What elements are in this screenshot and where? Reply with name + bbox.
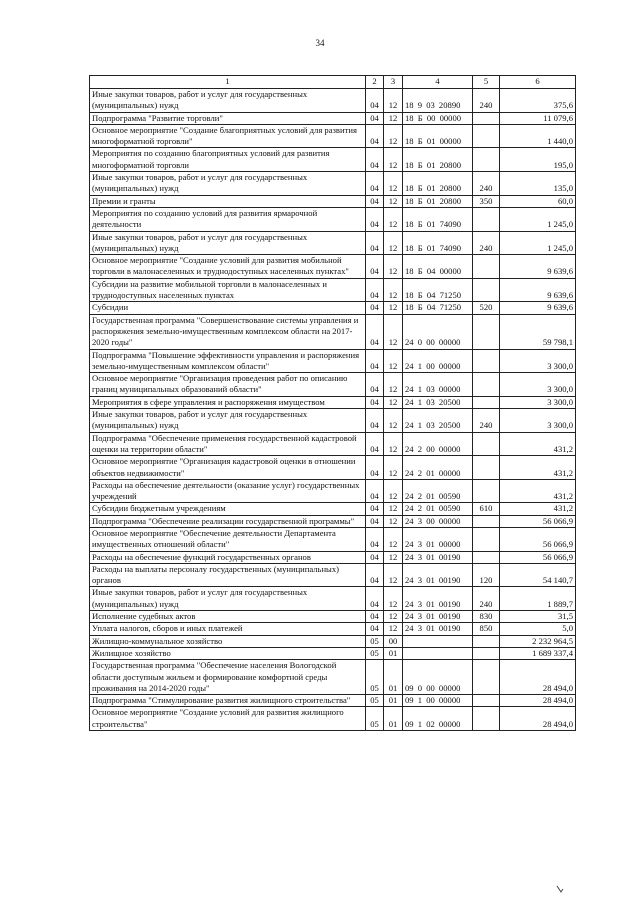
row-amount-cell: 31,5 [500, 611, 576, 623]
row-type-cell [473, 456, 500, 480]
row-subsection-cell: 12 [384, 479, 403, 503]
table-row [90, 563, 576, 587]
column-header: 6 [500, 76, 576, 89]
row-section-cell: 04 [366, 479, 384, 503]
row-amount-cell: 195,0 [500, 148, 576, 172]
row-code-cell: 09 0 00 00000 [403, 660, 473, 695]
row-name-cell: Подпрограмма "Повышение эффективности управления и распоряжения земельно-имущественным комплексом области" [90, 349, 366, 373]
row-amount-cell: 11 079,6 [500, 112, 576, 124]
row-name-cell: Государственная программа "Совершенствование системы управления и распоряжения земельно-имущественным комплексом области на 2017-2020 годы" [90, 314, 366, 349]
row-section-cell: 04 [366, 527, 384, 551]
row-name-cell: Иные закупки товаров, работ и услуг для государственных (муниципальных) нужд [90, 587, 366, 611]
row-subsection-cell: 12 [384, 515, 403, 527]
row-name-cell: Подпрограмма "Обеспечение реализации государственной программы" [90, 515, 366, 527]
row-amount-cell: 1 440,0 [500, 124, 576, 148]
row-name-cell: Подпрограмма "Обеспечение применения государственной кадастровой оценки на территории области" [90, 432, 366, 456]
row-name-cell: Иные закупки товаров, работ и услуг для государственных (муниципальных) нужд [90, 409, 366, 433]
row-section-cell: 04 [366, 314, 384, 349]
table-row [90, 148, 576, 172]
row-section-cell: 05 [366, 635, 384, 647]
table-row [90, 207, 576, 231]
row-section-cell: 04 [366, 172, 384, 196]
row-amount-cell: 28 494,0 [500, 707, 576, 731]
table-row [90, 647, 576, 659]
row-code-cell: 24 1 03 20500 [403, 409, 473, 433]
row-type-cell [473, 479, 500, 503]
row-subsection-cell: 12 [384, 124, 403, 148]
row-amount-cell: 431,2 [500, 432, 576, 456]
row-subsection-cell: 12 [384, 302, 403, 314]
row-type-cell: 240 [473, 231, 500, 255]
row-code-cell: 24 2 01 00000 [403, 456, 473, 480]
row-code-cell: 18 Б 04 71250 [403, 278, 473, 302]
row-type-cell: 830 [473, 611, 500, 623]
row-type-cell [473, 207, 500, 231]
row-amount-cell: 3 300,0 [500, 349, 576, 373]
row-subsection-cell: 12 [384, 373, 403, 397]
row-subsection-cell: 12 [384, 112, 403, 124]
row-section-cell: 04 [366, 278, 384, 302]
row-subsection-cell: 12 [384, 456, 403, 480]
table-row [90, 124, 576, 148]
row-code-cell: 24 3 01 00190 [403, 551, 473, 563]
row-name-cell: Основное мероприятие "Организация кадастровой оценки в отношении объектов недвижимости" [90, 456, 366, 480]
table-row [90, 314, 576, 349]
row-name-cell: Субсидии на развитие мобильной торговли в малонаселенных и труднодоступных населенных пунктах [90, 278, 366, 302]
row-section-cell: 04 [366, 89, 384, 113]
row-type-cell [473, 314, 500, 349]
column-header: 3 [384, 76, 403, 89]
row-type-cell [473, 515, 500, 527]
row-type-cell [473, 278, 500, 302]
row-section-cell: 04 [366, 563, 384, 587]
row-type-cell: 240 [473, 172, 500, 196]
column-header: 4 [403, 76, 473, 89]
page-number: 34 [315, 38, 325, 48]
row-code-cell: 24 3 00 00000 [403, 515, 473, 527]
row-type-cell [473, 373, 500, 397]
row-amount-cell: 56 066,9 [500, 551, 576, 563]
table-row [90, 587, 576, 611]
row-name-cell: Расходы на выплаты персоналу государственных (муниципальных) органов [90, 563, 366, 587]
row-name-cell: Расходы на обеспечение деятельности (оказание услуг) государственных учреждений [90, 479, 366, 503]
row-type-cell [473, 551, 500, 563]
row-code-cell: 24 1 03 20500 [403, 396, 473, 408]
row-amount-cell: 431,2 [500, 479, 576, 503]
row-subsection-cell: 01 [384, 695, 403, 707]
table-row [90, 611, 576, 623]
table-row [90, 660, 576, 695]
row-name-cell: Подпрограмма "Развитие торговли" [90, 112, 366, 124]
row-amount-cell: 3 300,0 [500, 373, 576, 397]
row-section-cell: 05 [366, 647, 384, 659]
row-type-cell: 120 [473, 563, 500, 587]
row-section-cell: 04 [366, 148, 384, 172]
row-name-cell: Субсидии бюджетным учреждениям [90, 503, 366, 515]
table-row [90, 409, 576, 433]
table-row [90, 89, 576, 113]
row-subsection-cell: 12 [384, 432, 403, 456]
column-header: 1 [90, 76, 366, 89]
table-row [90, 255, 576, 279]
row-section-cell: 04 [366, 409, 384, 433]
row-name-cell: Основное мероприятие "Организация проведения работ по описанию границ муниципальных образований области" [90, 373, 366, 397]
table-row [90, 432, 576, 456]
row-amount-cell: 9 639,6 [500, 278, 576, 302]
row-amount-cell: 56 066,9 [500, 515, 576, 527]
row-code-cell: 24 3 01 00190 [403, 611, 473, 623]
row-code-cell: 18 9 03 20890 [403, 89, 473, 113]
row-type-cell: 240 [473, 587, 500, 611]
row-amount-cell: 1 245,0 [500, 231, 576, 255]
row-code-cell: 18 Б 04 00000 [403, 255, 473, 279]
row-subsection-cell: 01 [384, 707, 403, 731]
row-type-cell [473, 396, 500, 408]
row-name-cell: Жилищно-коммунальное хозяйство [90, 635, 366, 647]
row-amount-cell: 2 232 964,5 [500, 635, 576, 647]
row-amount-cell: 431,2 [500, 456, 576, 480]
row-amount-cell: 9 639,6 [500, 255, 576, 279]
column-header: 5 [473, 76, 500, 89]
table-row [90, 707, 576, 731]
row-code-cell: 24 3 01 00190 [403, 563, 473, 587]
row-code-cell: 18 Б 01 20800 [403, 172, 473, 196]
row-code-cell: 18 Б 01 74090 [403, 207, 473, 231]
row-code-cell: 24 3 01 00190 [403, 623, 473, 635]
row-code-cell: 24 2 01 00590 [403, 479, 473, 503]
row-section-cell: 04 [366, 112, 384, 124]
row-amount-cell: 54 140,7 [500, 563, 576, 587]
row-code-cell: 24 1 03 00000 [403, 373, 473, 397]
row-amount-cell: 59 798,1 [500, 314, 576, 349]
row-type-cell: 240 [473, 89, 500, 113]
row-name-cell: Мероприятия в сфере управления и распоряжения имуществом [90, 396, 366, 408]
row-subsection-cell: 12 [384, 207, 403, 231]
row-amount-cell: 1 245,0 [500, 207, 576, 231]
table-body [90, 89, 576, 731]
row-name-cell: Подпрограмма "Стимулирование развития жилищного строительства" [90, 695, 366, 707]
row-subsection-cell: 12 [384, 195, 403, 207]
column-header: 2 [366, 76, 384, 89]
row-amount-cell: 3 300,0 [500, 396, 576, 408]
row-subsection-cell: 12 [384, 611, 403, 623]
row-subsection-cell: 12 [384, 278, 403, 302]
row-name-cell: Жилищное хозяйство [90, 647, 366, 659]
row-code-cell: 24 2 00 00000 [403, 432, 473, 456]
table-row [90, 479, 576, 503]
row-type-cell: 850 [473, 623, 500, 635]
row-section-cell: 04 [366, 255, 384, 279]
row-subsection-cell: 12 [384, 148, 403, 172]
row-code-cell: 09 1 02 00000 [403, 707, 473, 731]
row-amount-cell: 3 300,0 [500, 409, 576, 433]
row-section-cell: 04 [366, 623, 384, 635]
table-row [90, 503, 576, 515]
row-section-cell: 04 [366, 611, 384, 623]
row-code-cell [403, 635, 473, 647]
row-amount-cell: 60,0 [500, 195, 576, 207]
row-name-cell: Иные закупки товаров, работ и услуг для государственных (муниципальных) нужд [90, 172, 366, 196]
row-subsection-cell: 12 [384, 231, 403, 255]
row-code-cell: 18 Б 01 20800 [403, 195, 473, 207]
row-type-cell [473, 148, 500, 172]
row-type-cell: 610 [473, 503, 500, 515]
row-name-cell: Расходы на обеспечение функций государственных органов [90, 551, 366, 563]
table-row [90, 623, 576, 635]
row-subsection-cell: 12 [384, 255, 403, 279]
row-section-cell: 04 [366, 503, 384, 515]
row-subsection-cell: 12 [384, 587, 403, 611]
row-type-cell [473, 255, 500, 279]
row-section-cell: 04 [366, 587, 384, 611]
row-code-cell: 18 Б 00 00000 [403, 112, 473, 124]
row-amount-cell: 56 066,9 [500, 527, 576, 551]
row-subsection-cell: 12 [384, 563, 403, 587]
table-row [90, 231, 576, 255]
row-subsection-cell: 12 [384, 551, 403, 563]
row-name-cell: Иные закупки товаров, работ и услуг для государственных (муниципальных) нужд [90, 89, 366, 113]
row-name-cell: Основное мероприятие "Создание условий для развития жилищного строительства" [90, 707, 366, 731]
row-type-cell [473, 527, 500, 551]
row-section-cell: 04 [366, 551, 384, 563]
row-name-cell: Мероприятия по созданию благоприятных условий для развития многоформатной торговли [90, 148, 366, 172]
row-section-cell: 04 [366, 195, 384, 207]
row-code-cell: 24 3 01 00000 [403, 527, 473, 551]
row-subsection-cell: 12 [384, 349, 403, 373]
row-name-cell: Субсидии [90, 302, 366, 314]
row-subsection-cell: 12 [384, 314, 403, 349]
row-type-cell [473, 432, 500, 456]
row-section-cell: 04 [366, 432, 384, 456]
row-name-cell: Основное мероприятие "Создание условий для развития мобильной торговли в малонаселенных и труднодоступных населенных пунктах" [90, 255, 366, 279]
row-section-cell: 04 [366, 396, 384, 408]
row-code-cell: 18 Б 01 00000 [403, 124, 473, 148]
row-subsection-cell: 12 [384, 503, 403, 515]
row-type-cell [473, 707, 500, 731]
row-subsection-cell: 12 [384, 527, 403, 551]
row-subsection-cell: 01 [384, 660, 403, 695]
row-section-cell: 04 [366, 231, 384, 255]
row-type-cell: 240 [473, 409, 500, 433]
row-subsection-cell: 00 [384, 635, 403, 647]
row-section-cell: 04 [366, 124, 384, 148]
row-code-cell: 18 Б 01 20800 [403, 148, 473, 172]
table-row [90, 278, 576, 302]
row-section-cell: 05 [366, 695, 384, 707]
row-subsection-cell: 12 [384, 396, 403, 408]
row-type-cell: 520 [473, 302, 500, 314]
table-row [90, 302, 576, 314]
table-row [90, 635, 576, 647]
row-amount-cell: 9 639,6 [500, 302, 576, 314]
table-row [90, 112, 576, 124]
row-type-cell [473, 112, 500, 124]
row-code-cell: 24 0 00 00000 [403, 314, 473, 349]
row-code-cell: 18 Б 04 71250 [403, 302, 473, 314]
row-amount-cell: 5,0 [500, 623, 576, 635]
row-code-cell: 24 1 00 00000 [403, 349, 473, 373]
row-name-cell: Уплата налогов, сборов и иных платежей [90, 623, 366, 635]
row-subsection-cell: 01 [384, 647, 403, 659]
row-section-cell: 04 [366, 515, 384, 527]
row-type-cell [473, 660, 500, 695]
row-subsection-cell: 12 [384, 409, 403, 433]
header-row [90, 76, 576, 89]
row-code-cell: 18 Б 01 74090 [403, 231, 473, 255]
row-name-cell: Основное мероприятие "Создание благоприятных условий для развития многоформатной торговли" [90, 124, 366, 148]
row-code-cell: 09 1 00 00000 [403, 695, 473, 707]
row-name-cell: Иные закупки товаров, работ и услуг для государственных (муниципальных) нужд [90, 231, 366, 255]
table-row [90, 527, 576, 551]
stray-mark-icon [554, 884, 566, 896]
row-name-cell: Основное мероприятие "Обеспечение деятельности Департамента имущественных отношений области" [90, 527, 366, 551]
row-type-cell [473, 349, 500, 373]
row-amount-cell: 375,6 [500, 89, 576, 113]
row-type-cell [473, 124, 500, 148]
row-amount-cell: 135,0 [500, 172, 576, 196]
row-name-cell: Исполнение судебных актов [90, 611, 366, 623]
row-section-cell: 05 [366, 707, 384, 731]
table-row [90, 195, 576, 207]
row-type-cell [473, 695, 500, 707]
row-section-cell: 04 [366, 302, 384, 314]
row-subsection-cell: 12 [384, 172, 403, 196]
row-amount-cell: 28 494,0 [500, 660, 576, 695]
table-row [90, 373, 576, 397]
row-amount-cell: 431,2 [500, 503, 576, 515]
row-section-cell: 04 [366, 373, 384, 397]
row-name-cell: Мероприятия по созданию условий для развития ярмарочной деятельности [90, 207, 366, 231]
row-code-cell: 24 2 01 00590 [403, 503, 473, 515]
row-name-cell: Государственная программа "Обеспечение населения Вологодской области доступным жильем и формирование комфортной среды проживания на 2014-2020 годы" [90, 660, 366, 695]
table-row [90, 456, 576, 480]
row-subsection-cell: 12 [384, 89, 403, 113]
table-row [90, 551, 576, 563]
row-name-cell: Премии и гранты [90, 195, 366, 207]
table-row [90, 396, 576, 408]
row-code-cell: 24 3 01 00190 [403, 587, 473, 611]
table-row [90, 515, 576, 527]
row-type-cell [473, 647, 500, 659]
row-amount-cell: 1 889,7 [500, 587, 576, 611]
table-row [90, 349, 576, 373]
row-amount-cell: 1 689 337,4 [500, 647, 576, 659]
row-type-cell: 350 [473, 195, 500, 207]
row-section-cell: 04 [366, 456, 384, 480]
row-section-cell: 04 [366, 207, 384, 231]
row-code-cell [403, 647, 473, 659]
row-subsection-cell: 12 [384, 623, 403, 635]
budget-table [89, 75, 576, 731]
row-section-cell: 04 [366, 349, 384, 373]
row-amount-cell: 28 494,0 [500, 695, 576, 707]
row-type-cell [473, 635, 500, 647]
row-section-cell: 05 [366, 660, 384, 695]
table-row [90, 695, 576, 707]
table-row [90, 172, 576, 196]
